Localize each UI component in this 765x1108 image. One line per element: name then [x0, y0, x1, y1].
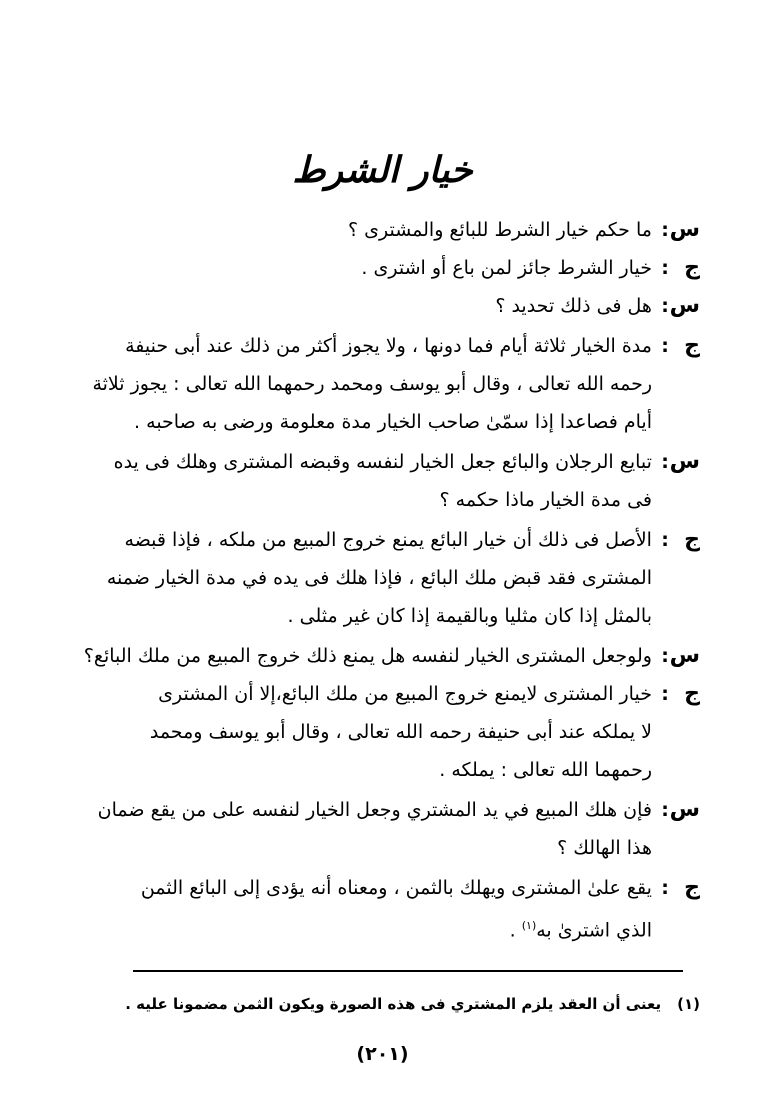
question-marker: س: [669, 217, 700, 242]
answer-line: ج: خيار الشرط جائز لمن باع أو اشترى .: [361, 250, 700, 286]
answer-continuation: رحمهما الله تعالى : يملكه .: [439, 759, 652, 781]
answer-marker: ج: [684, 681, 700, 706]
footnote: [125, 995, 700, 1013]
question-continuation: هذا الهالك ؟: [557, 837, 652, 859]
line-text: ولوجعل المشترى الخيار لنفسه هل يمنع ذلك خروج المبيع من ملك البائع؟: [83, 645, 652, 667]
question-marker: س: [669, 643, 700, 668]
page-number: (٢٠١): [356, 1043, 409, 1065]
question-continuation: فى مدة الخيار ماذا حكمه ؟: [439, 489, 652, 511]
question-marker: س: [669, 797, 700, 822]
line-text: تبايع الرجلان والبائع جعل الخيار لنفسه وقبضه المشترى وهلك فى يده: [113, 451, 652, 473]
line-text: خيار الشرط جائز لمن باع أو اشترى .: [361, 257, 652, 279]
footnote-ref: (١): [521, 919, 537, 932]
answer-continuation: أيام فصاعدا إذا سمّىٰ صاحب الخيار مدة معلومة ورضى به صاحبه .: [134, 411, 652, 433]
line-text: مدة الخيار ثلاثة أيام فما دونها ، ولا يجوز أكثر من ذلك عند أبى حنيفة: [125, 335, 652, 357]
answer-marker: ج: [684, 527, 700, 552]
line-text: هل فى ذلك تحديد ؟: [495, 295, 652, 317]
answer-marker: ج: [684, 875, 700, 900]
line-text: الذي اشترىٰ به: [536, 919, 652, 942]
answer-marker: ج: [684, 255, 700, 280]
question-marker: س: [669, 293, 700, 318]
question-line: س: تبايع الرجلان والبائع جعل الخيار لنفسه وقبضه المشترى وهلك فى يده: [114, 444, 700, 480]
answer-continuation: [510, 908, 652, 944]
line-text: يقع علىٰ المشترى ويهلك بالثمن ، ومعناه أنه يؤدى إلى البائع الثمن: [140, 877, 652, 899]
answer-continuation: رحمه الله تعالى ، وقال أبو يوسف ومحمد رحمهما الله تعالى : يجوز ثلاثة: [92, 373, 652, 395]
footnote-text: يعنى أن العقد يلزم المشتري فى هذه الصورة ويكون الثمن مضمونا عليه .: [125, 995, 662, 1013]
question-line: س: هل فى ذلك تحديد ؟: [495, 288, 700, 324]
page-title: خيار الشرط: [292, 150, 473, 191]
question-line: س: ما حكم خيار الشرط للبائع والمشترى ؟: [348, 212, 700, 248]
line-text: الأصل فى ذلك أن خيار البائع يمنع خروج المبيع من ملكه ، فإذا قبضه: [124, 529, 652, 551]
line-text: فإن هلك المبيع في يد المشتري وجعل الخيار لنفسه على من يقع ضمان: [97, 799, 652, 821]
answer-line: ج: يقع علىٰ المشترى ويهلك بالثمن ، ومعناه أنه يؤدى إلى البائع الثمن: [141, 870, 700, 906]
answer-line: ج: خيار المشترى لايمنع خروج المبيع من ملك البائع،إلا أن المشترى: [158, 676, 700, 712]
answer-continuation: بالمثل إذا كان مثليا وبالقيمة إذا كان غير مثلى .: [287, 605, 652, 627]
line-text: خيار المشترى لايمنع خروج المبيع من ملك البائع،إلا أن المشترى: [158, 683, 652, 705]
question-line: س: فإن هلك المبيع في يد المشتري وجعل الخيار لنفسه على من يقع ضمان: [98, 792, 700, 828]
answer-marker: ج: [684, 333, 700, 358]
line-text: ما حكم خيار الشرط للبائع والمشترى ؟: [347, 219, 652, 241]
question-marker: س: [669, 449, 700, 474]
answer-line: ج: الأصل فى ذلك أن خيار البائع يمنع خروج المبيع من ملكه ، فإذا قبضه: [125, 522, 700, 558]
answer-continuation: المشترى فقد قبض ملك البائع ، فإذا هلك فى يده في مدة الخيار ضمنه: [106, 567, 652, 589]
end-mark: .: [509, 919, 516, 942]
answer-continuation: لا يملكه عند أبى حنيفة رحمه الله تعالى ، وقال أبو يوسف ومحمد: [149, 721, 652, 743]
answer-line: ج: مدة الخيار ثلاثة أيام فما دونها ، ولا يجوز أكثر من ذلك عند أبى حنيفة: [125, 328, 700, 364]
footnote-divider: [133, 970, 683, 972]
question-line: س: ولوجعل المشترى الخيار لنفسه هل يمنع ذلك خروج المبيع من ملك البائع؟: [84, 638, 700, 674]
footnote-number: (١): [677, 995, 700, 1013]
